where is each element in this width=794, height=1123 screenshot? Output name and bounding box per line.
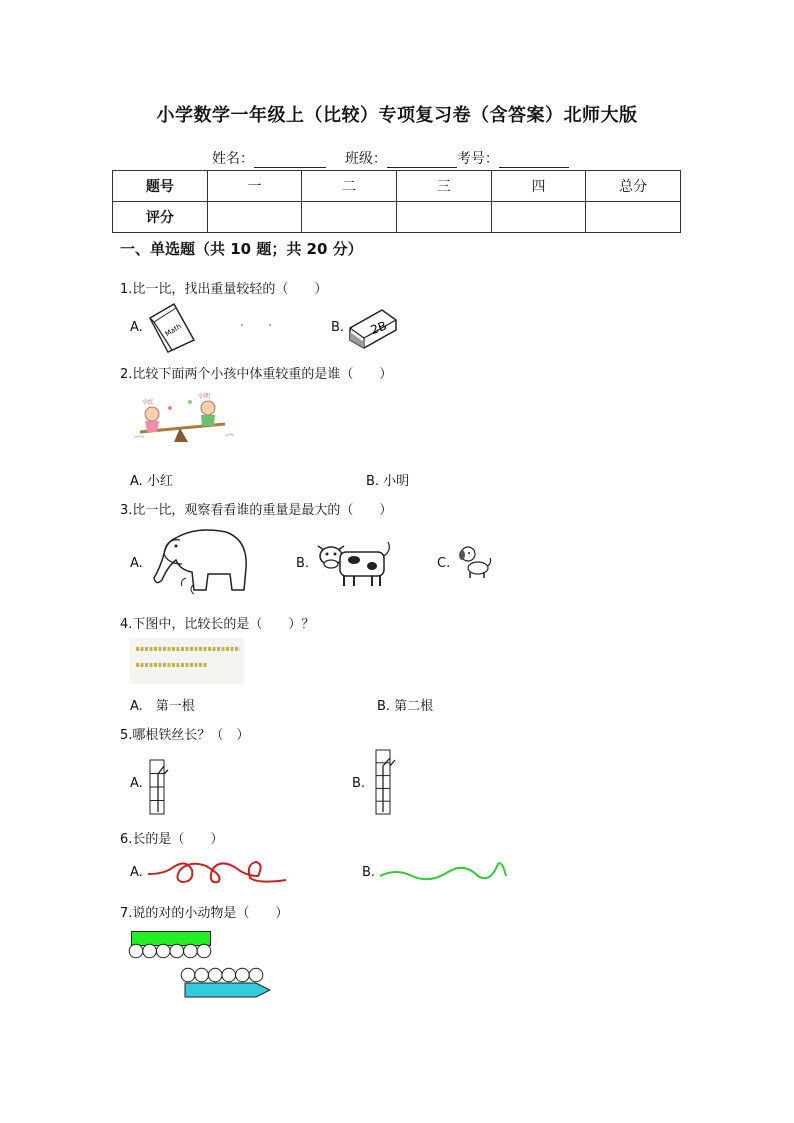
table-cell: 评分: [113, 202, 208, 233]
section-heading: 一、单选题（共 10 题；共 20 分）: [120, 240, 363, 258]
image-label-right: 小明: [198, 393, 211, 400]
wire-on-blocks-b: [370, 748, 400, 816]
q3-option-c-label[interactable]: C.: [437, 556, 451, 571]
question-3: 3.比一比，观察看看谁的重量是最大的（ ）: [120, 503, 393, 518]
cyan-pencil: [184, 982, 272, 998]
puppy-icon: [456, 544, 492, 580]
green-wavy-wire: [378, 856, 510, 884]
question-4: 4.下图中，比较长的是（ ）？: [120, 617, 315, 632]
seesaw-kids-image: [130, 388, 240, 448]
q3-option-b-label[interactable]: B.: [296, 556, 310, 571]
table-cell: 二: [302, 171, 397, 202]
class-label: 班级：: [344, 151, 387, 167]
eraser-label: 2B: [368, 318, 389, 338]
page-title: 小学数学一年级上（比较）专项复习卷（含答案）北师大版: [156, 105, 638, 126]
question-1: 1.比一比，找出重量较轻的（ ）: [120, 282, 328, 297]
dot-decoration: [241, 324, 243, 326]
name-label: 姓名：: [212, 151, 254, 167]
math-book-icon: [146, 300, 198, 354]
score-cell[interactable]: [207, 202, 302, 233]
table-cell: 三: [396, 171, 491, 202]
student-info-line: [212, 148, 569, 168]
q3-option-a-label[interactable]: A.: [130, 556, 143, 571]
cow-icon: [314, 538, 392, 590]
question-6: 6.长的是（ ）: [120, 832, 224, 847]
q1-option-a-label[interactable]: A.: [130, 320, 143, 335]
score-table-header-row: [113, 171, 681, 202]
image-label-left: 小红: [142, 399, 155, 406]
score-table: [112, 170, 681, 233]
id-blank[interactable]: [499, 151, 569, 168]
score-cell[interactable]: [396, 202, 491, 233]
book-label: Math: [163, 322, 183, 339]
circle-row-1: [126, 942, 216, 960]
red-curly-wire: [146, 854, 292, 890]
q5-option-b-label[interactable]: B.: [352, 776, 366, 791]
table-cell: 总分: [586, 171, 681, 202]
score-table-score-row: [113, 202, 681, 233]
id-label: 考号：: [456, 151, 499, 167]
q1-option-b-label[interactable]: B.: [331, 320, 345, 335]
dot-decoration: [269, 324, 271, 326]
wire-on-blocks-a: [146, 750, 176, 816]
score-cell[interactable]: [302, 202, 397, 233]
table-cell: 题号: [113, 171, 208, 202]
q4-option-b[interactable]: B. 第二根: [377, 699, 434, 714]
table-cell: 一: [207, 171, 302, 202]
class-blank[interactable]: [387, 151, 457, 168]
question-2: 2.比较下面两个小孩中体重较重的是谁（ ）: [120, 367, 393, 382]
question-7: 7.说的对的小动物是（ ）: [120, 906, 289, 921]
table-cell: 四: [491, 171, 586, 202]
q5-option-a-label[interactable]: A.: [130, 776, 143, 791]
q2-option-b[interactable]: B. 小明: [366, 474, 410, 489]
score-cell[interactable]: [491, 202, 586, 233]
q6-option-a-label[interactable]: A.: [130, 865, 143, 880]
name-blank[interactable]: [254, 151, 326, 168]
q6-option-b-label[interactable]: B.: [362, 865, 376, 880]
score-cell[interactable]: [586, 202, 681, 233]
eraser-icon: [344, 304, 400, 350]
q2-option-a[interactable]: A. 小红: [130, 474, 173, 489]
elephant-icon: [146, 524, 252, 596]
q4-option-a[interactable]: A. 第一根: [130, 699, 195, 714]
rope-image: [130, 638, 244, 684]
question-5: 5.哪根铁丝长？（ ）: [120, 728, 250, 743]
